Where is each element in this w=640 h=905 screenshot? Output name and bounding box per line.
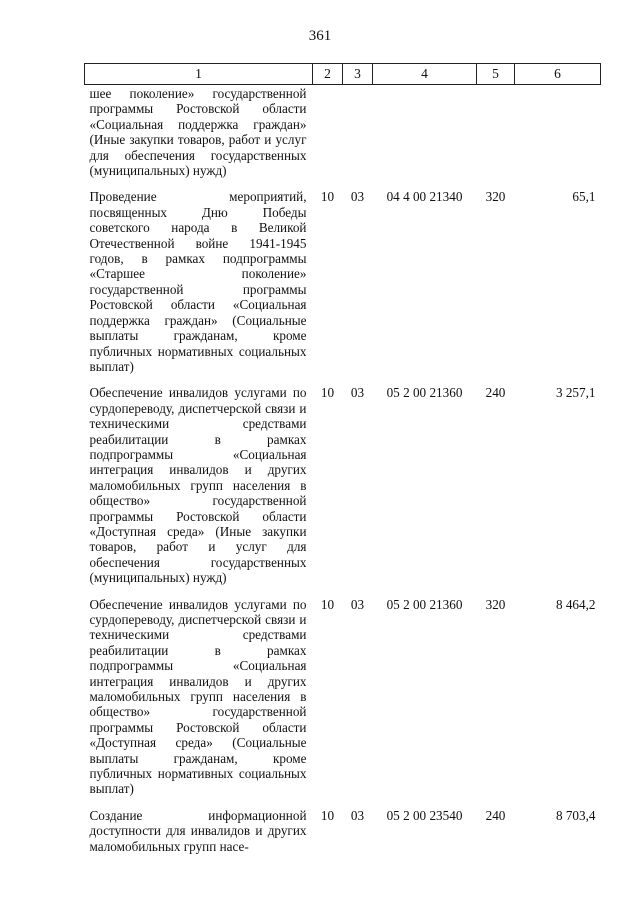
header-row (85, 64, 601, 85)
row-name: Обеспечение инвалидов услугами по сурдопереводу, диспетчерской связи и техническими средствами реабилитации в рамках подпрограммы «Социальная интеграция инвалидов и других маломобильных групп населения в общество» государственной программы Ростовской области «Доступная среда» (Социальные выплаты гражданам, кроме публичных нормативных социальных выплат) (89, 596, 307, 797)
row-target-code: 04 4 00 21340 (386, 189, 463, 205)
row-amount: 8 703,4 (555, 807, 596, 823)
table-row (85, 595, 601, 806)
row-name: Проведение мероприятий, посвященных Дню Победы советского народа в Великой Отечественной войне 1941-1945 годов, в рамках подпрограммы «Старшее поколение» государственной программы Ростовской области «Социальная поддержка граждан» (Социальные выплаты гражданам, кроме публичных нормативных социальных выплат) (89, 189, 307, 374)
table-body (85, 85, 601, 864)
header-col-5: 5 (477, 64, 515, 85)
row-name: Создание информационной доступности для инвалидов и других маломобильных групп насе- (89, 807, 307, 854)
row-amount: 8 464,2 (555, 596, 596, 612)
row-expense-type (477, 85, 515, 188)
row-subsection: 03 (350, 596, 365, 612)
row-expense-type: 320 (485, 189, 506, 205)
row-expense-type: 320 (485, 596, 506, 612)
table-row (85, 383, 601, 594)
row-subsection: 03 (350, 807, 365, 823)
row-subsection: 03 (350, 189, 365, 205)
header-col-2: 2 (313, 64, 343, 85)
row-amount: 3 257,1 (555, 385, 596, 401)
row-target-code (373, 85, 477, 188)
header-col-4: 4 (373, 64, 477, 85)
table-row (85, 85, 601, 188)
row-section (313, 85, 343, 188)
table-row (85, 187, 601, 383)
row-name: Обеспечение инвалидов услугами по сурдопереводу, диспетчерской связи и техническими средствами реабилитации в рамках подпрограммы «Социальная интеграция инвалидов и других маломобильных групп населения в общество» государственной программы Ростовской области «Доступная среда» (Иные закупки товаров, работ и услуг для обеспечения государственных (муниципальных) нужд) (89, 385, 307, 586)
header-col-6: 6 (515, 64, 601, 85)
row-target-code: 05 2 00 21360 (386, 596, 463, 612)
row-section: 10 (320, 596, 335, 612)
header-col-1: 1 (85, 64, 313, 85)
row-subsection: 03 (350, 385, 365, 401)
page-number: 361 (308, 28, 332, 44)
row-expense-type: 240 (485, 807, 506, 823)
table-header (85, 64, 601, 85)
row-amount (515, 85, 601, 188)
row-target-code: 05 2 00 23540 (386, 807, 463, 823)
row-section: 10 (320, 807, 335, 823)
header-col-3: 3 (343, 64, 373, 85)
table-row (85, 806, 601, 863)
row-subsection (343, 85, 373, 188)
row-name: шее поколение» государственной программы Ростовской области «Социальная поддержка граждан» (Иные закупки товаров, работ и услуг для обеспечения государственных (муниципальных) нужд) (89, 86, 307, 179)
row-amount: 65,1 (572, 189, 596, 205)
budget-table (84, 63, 601, 863)
row-expense-type: 240 (485, 385, 506, 401)
row-section: 10 (320, 385, 335, 401)
row-target-code: 05 2 00 21360 (386, 385, 463, 401)
row-section: 10 (320, 189, 335, 205)
